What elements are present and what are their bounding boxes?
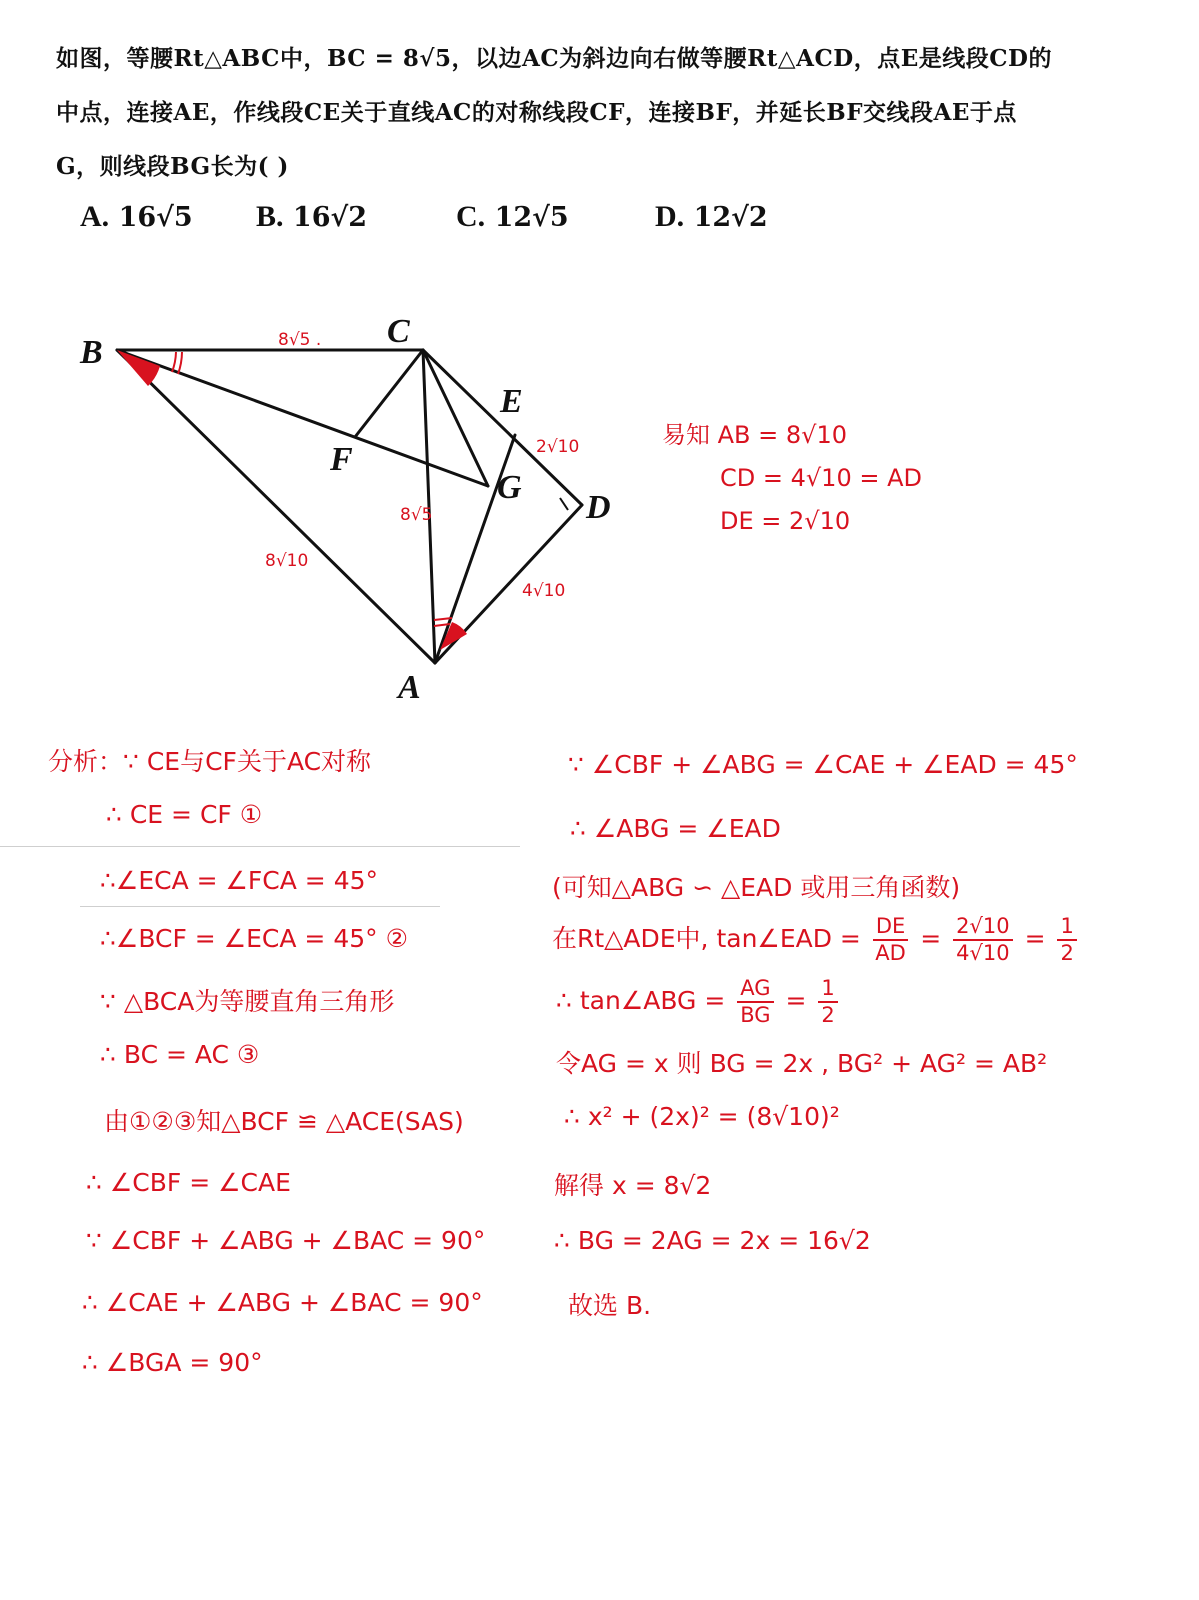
point-label-e: E [500, 383, 523, 420]
length-label-ab: 8√10 [265, 551, 309, 571]
analysis-step: ∴∠ECA = ∠FCA = 45° [100, 866, 379, 895]
point-label-g: G [497, 469, 522, 506]
answer-options [80, 200, 980, 250]
analysis-step: 分析：∵ CE与CF关于AC对称 [48, 747, 372, 776]
fraction-1-2: $\frac{1}{2}$ [1057, 916, 1076, 964]
segment-cf [355, 350, 423, 437]
given-de: DE = 2√10 [720, 507, 851, 535]
analysis-step: ∴ CE = CF ① [106, 800, 263, 829]
point-label-f: F [330, 441, 353, 478]
analysis-step: ∴ ∠BGA = 90° [82, 1348, 263, 1377]
analysis-step: 解得 x = 8√2 [554, 1171, 712, 1200]
option-b[interactable]: B. 16√2 [256, 200, 368, 233]
analysis-step: 由①②③知△BCF ≌ △ACE(SAS) [104, 1107, 464, 1136]
given-facts [662, 414, 922, 543]
point-label-c: C [387, 313, 410, 350]
point-label-a: A [398, 669, 421, 706]
scan-line [80, 906, 440, 907]
analysis-step: ∴ x² + (2x)² = (8√10)² [564, 1102, 840, 1131]
given-cd-ad: CD = 4√10 = AD [720, 464, 922, 492]
question-text [56, 32, 1146, 194]
right-angle-mark-d [560, 498, 568, 510]
final-answer: 故选 B. [568, 1291, 652, 1320]
analysis-step: ∵ ∠CBF + ∠ABG + ∠BAC = 90° [86, 1226, 486, 1255]
length-label-de: 2√10 [536, 437, 580, 457]
analysis-step: ∵ ∠CBF + ∠ABG = ∠CAE + ∠EAD = 45° [568, 750, 1078, 779]
fraction-ag-bg: $\frac{AG}{BG}$ [737, 978, 773, 1026]
analysis-step: (可知△ABG ∽ △EAD 或用三角函数) [552, 873, 961, 902]
analysis-step: ∴ tan∠ABG = $\frac{AG}{BG}$ = $\frac{1}{2}$ [556, 978, 842, 1026]
geometry-figure [0, 280, 660, 720]
analysis-step: ∴ ∠CBF = ∠CAE [86, 1168, 291, 1197]
fraction-2r10-4r10: $\frac{2√10}{4√10}$ [953, 916, 1012, 964]
option-c[interactable]: C. 12√5 [456, 200, 569, 233]
angle-mark-abg [117, 350, 160, 386]
point-label-b: B [80, 334, 103, 371]
option-d[interactable]: D. 12√2 [655, 200, 768, 233]
given-ab: 易知 AB = 8√10 [662, 421, 847, 449]
analysis-step: ∴ BC = AC ③ [100, 1040, 260, 1069]
option-a[interactable]: A. 16√5 [80, 200, 193, 233]
question-line-2: 中点，连接AE，作线段CE关于直线AC的对称线段CF，连接BF，并延长BF交线段AE于点 [56, 99, 1017, 126]
analysis-step: ∴ BG = 2AG = 2x = 16√2 [554, 1226, 871, 1255]
angle-arc-cbf-2 [178, 352, 182, 374]
length-label-ac: 8√5 [400, 505, 433, 525]
fraction-1-2: $\frac{1}{2}$ [818, 978, 837, 1026]
length-label-bc: 8√5 . [278, 330, 322, 350]
angle-arc-cbf [172, 352, 176, 372]
analysis-step: 在Rt△ADE中, tan∠EAD = $\frac{DE}{AD}$ = $\frac{2√10}{4√10}$ = $\frac{1}{2}$ [552, 916, 1081, 964]
analysis-step: 令AG = x 则 BG = 2x , BG² + AG² = AB² [556, 1049, 1048, 1078]
length-label-ad: 4√10 [522, 581, 566, 601]
scan-line [0, 846, 520, 847]
fraction-de-ad: $\frac{DE}{AD}$ [873, 916, 908, 964]
question-line-3: G，则线段BG长为( ) [56, 153, 289, 180]
analysis-step: ∴∠BCF = ∠ECA = 45° ② [100, 924, 408, 953]
question-line-1: 如图，等腰Rt△ABC中，BC = 8√5，以边AC为斜边向右做等腰Rt△ACD，点E是线段CD的 [56, 45, 1052, 72]
point-label-d: D [586, 489, 611, 526]
analysis-step: ∴ ∠CAE + ∠ABG + ∠BAC = 90° [82, 1288, 483, 1317]
analysis-step: ∴ ∠ABG = ∠EAD [570, 814, 781, 843]
analysis-step: ∵ △BCA为等腰直角三角形 [100, 987, 395, 1016]
